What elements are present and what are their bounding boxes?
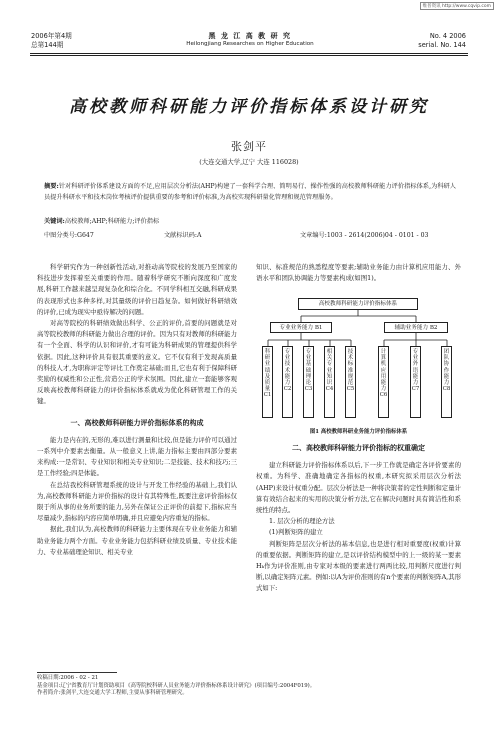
header-center bbox=[180, 31, 320, 49]
clc-number: 中图分类号:G647 bbox=[44, 232, 94, 239]
affiliation: (大连交通大学,辽宁 大连 116028) bbox=[199, 158, 299, 166]
issue-number: 2006年第4期 bbox=[31, 32, 72, 40]
section-heading-1: 一、高校教师科研能力评价指标体系的构成 bbox=[70, 417, 204, 427]
node-b1: 专业业务能力 B1 bbox=[270, 322, 332, 333]
author-bio: 作者简介:张剑平,大连交通大学工程师,主要从事科研管理研究。 bbox=[37, 690, 188, 697]
section-heading-2: 二、高校教师科研能力评价指标的权重确定 bbox=[292, 443, 425, 452]
subheading-1: 1. 层次分析的理论方法 bbox=[269, 517, 335, 526]
leaf-c5: 技术标准规范C5 bbox=[345, 346, 356, 418]
root-node: 高校教师科研能力评价指标体系 bbox=[298, 298, 418, 310]
leaf-c1: 科研业绩及质量C1 bbox=[262, 346, 273, 418]
leaf-c6: 计算机应用能力C6 bbox=[378, 346, 389, 418]
abstract-label: 摘要: bbox=[44, 183, 59, 190]
keywords-label: 关键词: bbox=[44, 218, 65, 225]
leaf-c7: 专业外语能力C7 bbox=[410, 346, 421, 418]
paragraph: 建立科研能力评价指标体系以后,下一步工作就是确定各评价要素的权重。为科学、准确地确定各指标的权重,本研究拟采用层次分析法(AHP)来设计权重分配。层次分析法是一种将决策者的定性判断和定量计算有效结合起来的实用的决策分析方法,它在解决问题时具有简洁性和系统性的特点。 bbox=[256, 461, 461, 515]
paragraph: 在总结我校科研管理系统的设计与开发工作经验的基础上,我们认为,高校教师科研能力评价指标的设计有其特殊性,既要注意评价指标仅限于所从事的业务所要的能力,另外在保证公正评价的前提下,指标应当尽量减少,指标的内容应简单明确,并且应避免内容重复的指标。 bbox=[37, 480, 237, 523]
abstract-text: 针对科研评价体系建设方面的不足,应用层次分析法(AHP)构建了一套科学合理、简明易行、操作性强的高校教师科研能力评价指标体系,为科研人员提升科研水平和技术岗位考核评价提供重要的参考和评价标准,为高校实现科研量化管理和规范管理服务。 bbox=[44, 183, 456, 201]
keywords bbox=[44, 216, 456, 225]
paper-title: 高校教师科研能力评价指标体系设计研究 bbox=[69, 97, 429, 117]
footnotes bbox=[37, 675, 467, 698]
subheading-2: (1)判断矩阵的建立 bbox=[269, 528, 323, 537]
paragraph: 科学研究作为一种创新性活动,对推动高等院校的发展乃至国家的科技进步发挥着至关重要的作用。随着科学研究不断向深度和广度发展,科研工作越来越呈现复杂化和综合化。不同学科相互交融,科研成果的表现形式也多种多样,对其量级的评价日趋复杂。如何做好科研绩效的评价,已成为现实中亟待解决的问题。 bbox=[37, 263, 237, 316]
abstract bbox=[44, 181, 456, 203]
doc-code: 文献标识码:A bbox=[164, 232, 202, 239]
issue-no-en: No. 4 2006 bbox=[429, 32, 466, 40]
header-right bbox=[418, 32, 466, 50]
header-rule-thin bbox=[30, 55, 468, 56]
node-b2: 辅助业务能力 B2 bbox=[384, 322, 448, 333]
paragraph: 据此,我们认为,高校教师的科研能力主要体现在专业业务能力和辅助业务能力两个方面。专业业务能力包括科研业绩及质量、专业技术能力、专业基础理论知识、相关专业 bbox=[37, 525, 237, 556]
header-rule bbox=[30, 53, 468, 54]
keywords-text: 高校教师;AHP;科研能力;评价指标 bbox=[64, 218, 160, 225]
leaf-c3: 专业基础理论C3 bbox=[303, 346, 314, 418]
figure-caption: 图1 高校教师科研业务能力评价指标体系 bbox=[309, 429, 408, 435]
fund-note: 基金项目:辽宁省教育厅计划资助项目《高等院校科研人员业务能力评价指标体系设计研究》(项目编号:2004F019)。 bbox=[37, 682, 316, 689]
leaf-c4: 相关专业知识C4 bbox=[324, 346, 335, 418]
source-stamp: 维普资讯 http://www.cqvip.com bbox=[420, 2, 494, 10]
figure-diagram bbox=[256, 294, 461, 419]
leaf-c2: 专业技术能力C2 bbox=[282, 346, 293, 418]
paragraph: 判断矩阵是层次分析法的基本信息,也是进行相对重要度(权重)计算的重要依据。判断矩阵的建立,是以评价结构模型中的上一级的某一要素Hₖ作为评价准则,由专家对本级的要素进行两两比较,用判断尺度进行判断,以确定矩阵元素。例如:以A为评价准则的有n个要素的判断矩阵A,其形式如下: bbox=[256, 539, 461, 593]
left-column bbox=[37, 262, 237, 558]
author: 张剑平 bbox=[231, 140, 267, 153]
paragraph: 对高等院校的科研绩效做出科学、公正的评价,首要的问题就是对高等院校教师的科研能力做出合理的评价。因为只有对教师的科研能力有一个全面、科学的认识和评价,才有可能为科研成果的管理提供科学依据。因此,这种评价具有很其重要的意义。它不仅有利于发现高质量的科技人才,为职称评定等评比工作奠定基础;而且,它也有利于保障科研奖励的权威性和公正性,营造公正的学术氛围。因此,建立一套能够客观反映高校教师科研能力的评价指标体系就成为优化科研管理工作的关键。 bbox=[37, 319, 237, 406]
footnote-rule bbox=[37, 672, 117, 673]
leaf-c8: 团队协作能力C8 bbox=[441, 346, 452, 418]
paragraph: 知识、标准规范的熟悉程度等要素;辅助业务能力由计算机应用能力、外语水平和团队协调能力等要素构成(如图1)。 bbox=[256, 263, 461, 283]
header-left bbox=[31, 32, 72, 50]
right-column-bottom bbox=[256, 438, 461, 595]
serial-no: serial. No. 144 bbox=[418, 41, 466, 49]
received-date: 收稿日期:2006 - 02 - 21 bbox=[37, 675, 99, 681]
total-issue: 总第144期 bbox=[31, 41, 64, 49]
journal-title-cn: 黑 龙 江 高 教 研 究 bbox=[208, 31, 292, 40]
right-column-top bbox=[256, 262, 461, 284]
journal-title-en: Heilongjiang Researches on Higher Education bbox=[186, 41, 314, 47]
paragraph: 能力是内在的,无形的,难以进行测量和比较,但是能力评价可以通过一系列中介要素去衡量。从一般意义上讲,能力指标主要由四部分要素来构成:一是常识、专业知识和相关专业知识;二是技能、技术和技巧;三是工作经验;四是体能。 bbox=[37, 435, 237, 478]
article-number: 文章编号:1003 - 2614(2006)04 - 0101 - 03 bbox=[300, 232, 429, 239]
